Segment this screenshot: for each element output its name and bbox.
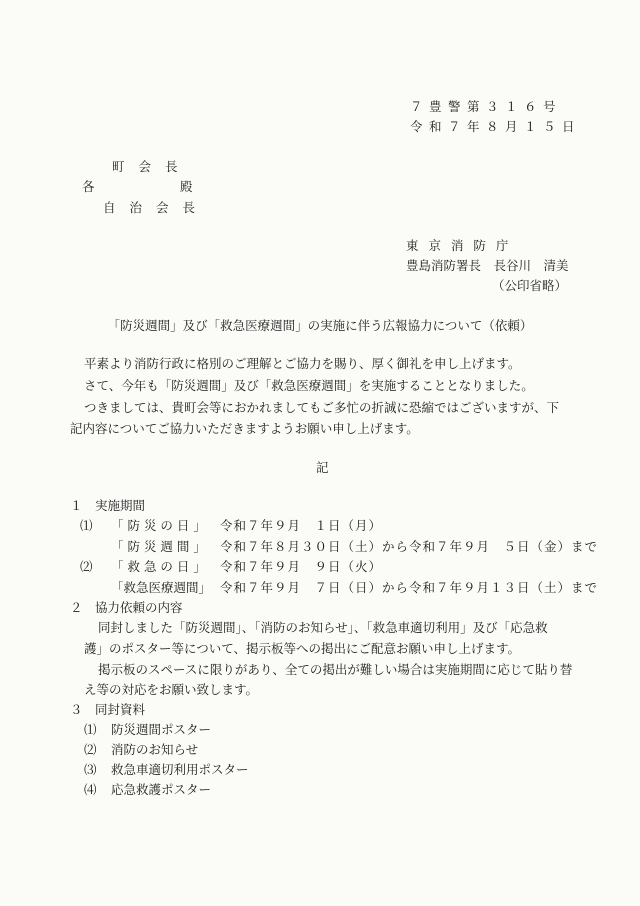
kyukyu-iryo-shukan-label: 「救急医療週間」 bbox=[111, 580, 212, 595]
sender-name: 豊島消防署長 長谷川 清美 bbox=[406, 258, 569, 273]
kyukyu-iryo-shukan-period: 令和７年９月 ７日（日）から令和７年９月１３日（土）まで bbox=[220, 580, 599, 595]
enclosure-2-number: ⑵ bbox=[84, 742, 97, 757]
section-2-heading: ２ 協力依頼の内容 bbox=[70, 600, 183, 615]
bosai-no-hi-label: 「 防 災 の 日 」 bbox=[111, 518, 206, 533]
section-2-line-2: 護」のポスター等について、掲示板等への掲出にご配意お願い申し上げます。 bbox=[84, 641, 521, 656]
section-1-heading: １ 実施期間 bbox=[70, 498, 146, 513]
body-paragraph-3b: 記内容についてご協力いただきますようお願い申し上げます。 bbox=[70, 421, 419, 436]
bosai-shukan-label: 「 防 災 週 間 」 bbox=[111, 539, 206, 554]
bosai-shukan-period: 令和７年８月３０日（土）から令和７年９月 ５日（金）まで bbox=[220, 539, 599, 554]
recipient-dono: 殿 bbox=[180, 179, 193, 194]
recipient-chokai-cho: 町 会 長 bbox=[112, 159, 183, 174]
enclosure-3-label: 救急車適切利用ポスター bbox=[111, 762, 249, 777]
item-1-number: ⑴ bbox=[80, 518, 93, 533]
enclosure-1-number: ⑴ bbox=[84, 722, 97, 737]
sender-org: 東 京 消 防 庁 bbox=[406, 238, 512, 253]
enclosure-4-label: 応急救護ポスター bbox=[111, 782, 212, 797]
section-3-heading: ３ 同封資料 bbox=[70, 702, 146, 717]
bosai-no-hi-date: 令和７年９月 １日（月） bbox=[220, 518, 383, 533]
body-paragraph-1: 平素より消防行政に格別のご理解とご協力を賜り、厚く御礼を申し上げます。 bbox=[84, 356, 521, 371]
enclosure-1-label: 防災週間ポスター bbox=[111, 722, 212, 737]
document-date: 令和７年８月１５日 bbox=[410, 119, 582, 134]
seal-omitted-note: （公印省略） bbox=[492, 278, 568, 293]
enclosure-2-label: 消防のお知らせ bbox=[111, 742, 199, 757]
body-paragraph-2: さて、今年も「防災週間」及び「救急医療週間」を実施することとなりました。 bbox=[84, 378, 534, 393]
item-2-number: ⑵ bbox=[80, 559, 93, 574]
ki-heading: 記 bbox=[316, 460, 329, 475]
kyukyu-no-hi-date: 令和７年９月 ９日（火） bbox=[220, 559, 383, 574]
kyukyu-no-hi-label: 「 救 急 の 日 」 bbox=[111, 559, 206, 574]
section-2-line-4: え等の対応をお願い致します。 bbox=[84, 682, 259, 697]
enclosure-3-number: ⑶ bbox=[84, 762, 97, 777]
document-title: 「防災週間」及び「救急医療週間」の実施に伴う広報協力について（依頼） bbox=[107, 318, 533, 333]
recipient-jichikai-cho: 自 治 会 長 bbox=[103, 200, 200, 215]
enclosure-4-number: ⑷ bbox=[84, 782, 97, 797]
recipient-kaku: 各 bbox=[82, 179, 95, 194]
body-paragraph-3a: つきましては、貴町会等におかれましてもご多忙の折誠に恐縮ではございますが、下 bbox=[84, 400, 560, 415]
document-number: ７豊警第３１６号 bbox=[410, 99, 563, 114]
section-2-line-3: 掲示板のスペースに限りがあり、全ての掲出が難しい場合は実施期間に応じて貼り替 bbox=[98, 662, 573, 677]
section-2-line-1: 同封しました「防災週間」、「消防のお知らせ」、「救急車適切利用」及び「応急救 bbox=[98, 620, 548, 635]
